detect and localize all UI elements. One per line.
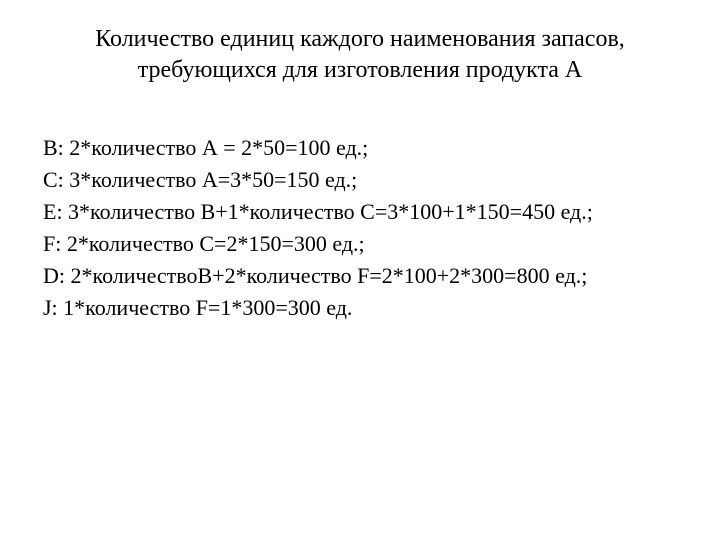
title-line-2: требующихся для изготовления продукта А <box>137 57 583 83</box>
calc-line-j: J: 1*количество F=1*300=300 ед. <box>43 295 353 320</box>
calc-line-f: F: 2*количество С=2*150=300 ед.; <box>43 231 365 256</box>
title-line-1: Количество единиц каждого наименования запасов, <box>95 26 625 52</box>
calc-line-e: E: 3*количество B+1*количество C=3*100+1*150=450 ед.; <box>43 199 593 224</box>
calc-line-b: B: 2*количество А = 2*50=100 ед.; <box>43 135 369 160</box>
calc-line-c: C: 3*количество А=3*50=150 ед.; <box>43 167 358 192</box>
calc-line-d: D: 2*количествоB+2*количество F=2*100+2*300=800 ед.; <box>43 263 588 288</box>
slide-title <box>40 24 680 86</box>
calculation-list <box>43 132 713 324</box>
